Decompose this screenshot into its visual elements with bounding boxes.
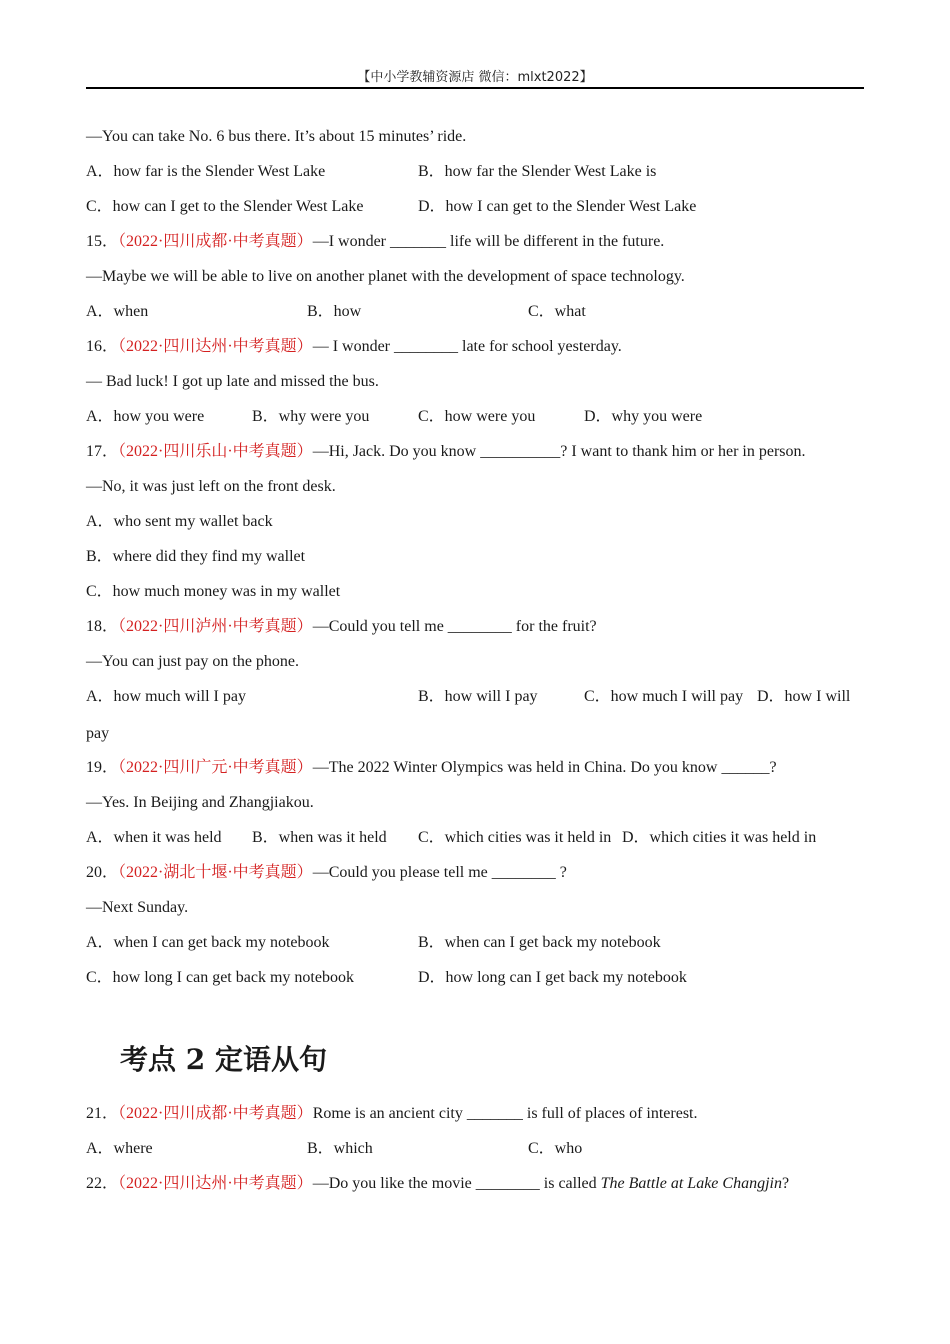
q14-option-a: A．how far is the Slender West Lake bbox=[86, 163, 326, 180]
q21-source: （2022·四川成都·中考真题） bbox=[118, 1105, 313, 1122]
q17-source: （2022·四川乐山·中考真题） bbox=[118, 443, 313, 460]
q15-number: 15． bbox=[86, 233, 119, 250]
q21-option-a: A．where bbox=[86, 1140, 153, 1157]
q22-source: （2022·四川达州·中考真题） bbox=[118, 1175, 313, 1192]
header-divider bbox=[86, 87, 864, 89]
q17-option-a: A．who sent my wallet back bbox=[86, 513, 273, 530]
q16-answer-line: — Bad luck! I got up late and missed the bus. bbox=[86, 373, 379, 390]
q19-source: （2022·四川广元·中考真题） bbox=[118, 759, 313, 776]
q21-number: 21． bbox=[86, 1105, 119, 1122]
q16-option-d: D．why you were bbox=[584, 408, 703, 425]
q15-stem: —I wonder _______ life will be different in the future. bbox=[312, 233, 665, 250]
q19-option-d: D．which cities it was held in bbox=[622, 829, 817, 846]
q22-stem-end: ? bbox=[781, 1175, 790, 1192]
q20-stem: —Could you please tell me ________ ? bbox=[312, 864, 567, 881]
q17-answer-line: —No, it was just left on the front desk. bbox=[86, 478, 336, 495]
q17-option-c: C．how much money was in my wallet bbox=[86, 583, 341, 600]
q19-option-b: B．when was it held bbox=[252, 829, 387, 846]
q17-stem-line bbox=[86, 442, 806, 462]
q20-number: 20． bbox=[86, 864, 119, 881]
q20-option-b: B．when can I get back my notebook bbox=[418, 934, 661, 951]
q20-option-c: C．how long I can get back my notebook bbox=[86, 969, 354, 986]
q22-number: 22． bbox=[86, 1175, 119, 1192]
q20-stem-line bbox=[86, 863, 567, 883]
q15-option-a: A．when bbox=[86, 303, 149, 320]
q18-option-d-continued: pay bbox=[86, 725, 110, 742]
q18-number: 18． bbox=[86, 618, 119, 635]
q19-number: 19． bbox=[86, 759, 119, 776]
q21-option-c: C．who bbox=[528, 1140, 583, 1157]
q17-number: 17． bbox=[86, 443, 119, 460]
q18-stem-line bbox=[86, 617, 597, 637]
q20-option-a: A．when I can get back my notebook bbox=[86, 934, 330, 951]
q19-answer-line: —Yes. In Beijing and Zhangjiakou. bbox=[86, 794, 314, 811]
q20-answer-line: —Next Sunday. bbox=[86, 899, 189, 916]
q18-option-d: D．how I will bbox=[757, 688, 851, 705]
q15-stem-line bbox=[86, 232, 664, 252]
q15-source: （2022·四川成都·中考真题） bbox=[118, 233, 313, 250]
q21-option-b: B．which bbox=[307, 1140, 373, 1157]
q16-source: （2022·四川达州·中考真题） bbox=[118, 338, 313, 355]
q22-stem: —Do you like the movie ________ is called bbox=[312, 1175, 601, 1192]
q21-stem: Rome is an ancient city _______ is full of places of interest. bbox=[312, 1105, 698, 1122]
q22-stem-line bbox=[86, 1174, 789, 1194]
q18-stem: —Could you tell me ________ for the fruit? bbox=[312, 618, 597, 635]
section-heading: 考点 2 定语从句 bbox=[120, 1043, 327, 1076]
q16-number: 16． bbox=[86, 338, 119, 355]
page-header: 【中小学教辅资源店 微信：mlxt2022】 bbox=[357, 70, 593, 85]
q18-option-b: B．how will I pay bbox=[418, 688, 538, 705]
q16-stem-line bbox=[86, 337, 622, 357]
q16-option-b: B．why were you bbox=[252, 408, 370, 425]
q14-option-c: C．how can I get to the Slender West Lake bbox=[86, 198, 364, 215]
q14-option-b: B．how far the Slender West Lake is bbox=[418, 163, 657, 180]
q18-source: （2022·四川泸州·中考真题） bbox=[118, 618, 313, 635]
q15-option-c: C．what bbox=[528, 303, 586, 320]
q19-stem: —The 2022 Winter Olympics was held in China. Do you know ______? bbox=[312, 759, 777, 776]
q15-answer-line: —Maybe we will be able to live on another planet with the development of space technology. bbox=[86, 268, 685, 285]
q21-stem-line bbox=[86, 1104, 697, 1124]
q19-stem-line bbox=[86, 758, 777, 778]
q15-option-b: B．how bbox=[307, 303, 362, 320]
q18-option-a: A．how much will I pay bbox=[86, 688, 246, 705]
q16-option-c: C．how were you bbox=[418, 408, 536, 425]
q19-option-a: A．when it was held bbox=[86, 829, 222, 846]
q22-movie-title: The Battle at Lake Changjin bbox=[600, 1175, 782, 1192]
q16-stem: — I wonder ________ late for school yesterday. bbox=[312, 338, 622, 355]
q18-option-c: C．how much I will pay bbox=[584, 688, 744, 705]
q18-answer-line: —You can just pay on the phone. bbox=[86, 653, 300, 670]
q16-option-a: A．how you were bbox=[86, 408, 205, 425]
q19-option-c: C．which cities was it held in bbox=[418, 829, 612, 846]
q17-option-b: B．where did they find my wallet bbox=[86, 548, 306, 565]
q14-answer-line: —You can take No. 6 bus there. It’s about 15 minutes’ ride. bbox=[86, 128, 467, 145]
q17-stem: —Hi, Jack. Do you know __________? I want to thank him or her in person. bbox=[312, 443, 806, 460]
q14-option-d: D．how I can get to the Slender West Lake bbox=[418, 198, 697, 215]
q20-source: （2022·湖北十堰·中考真题） bbox=[118, 864, 313, 881]
q20-option-d: D．how long can I get back my notebook bbox=[418, 969, 687, 986]
